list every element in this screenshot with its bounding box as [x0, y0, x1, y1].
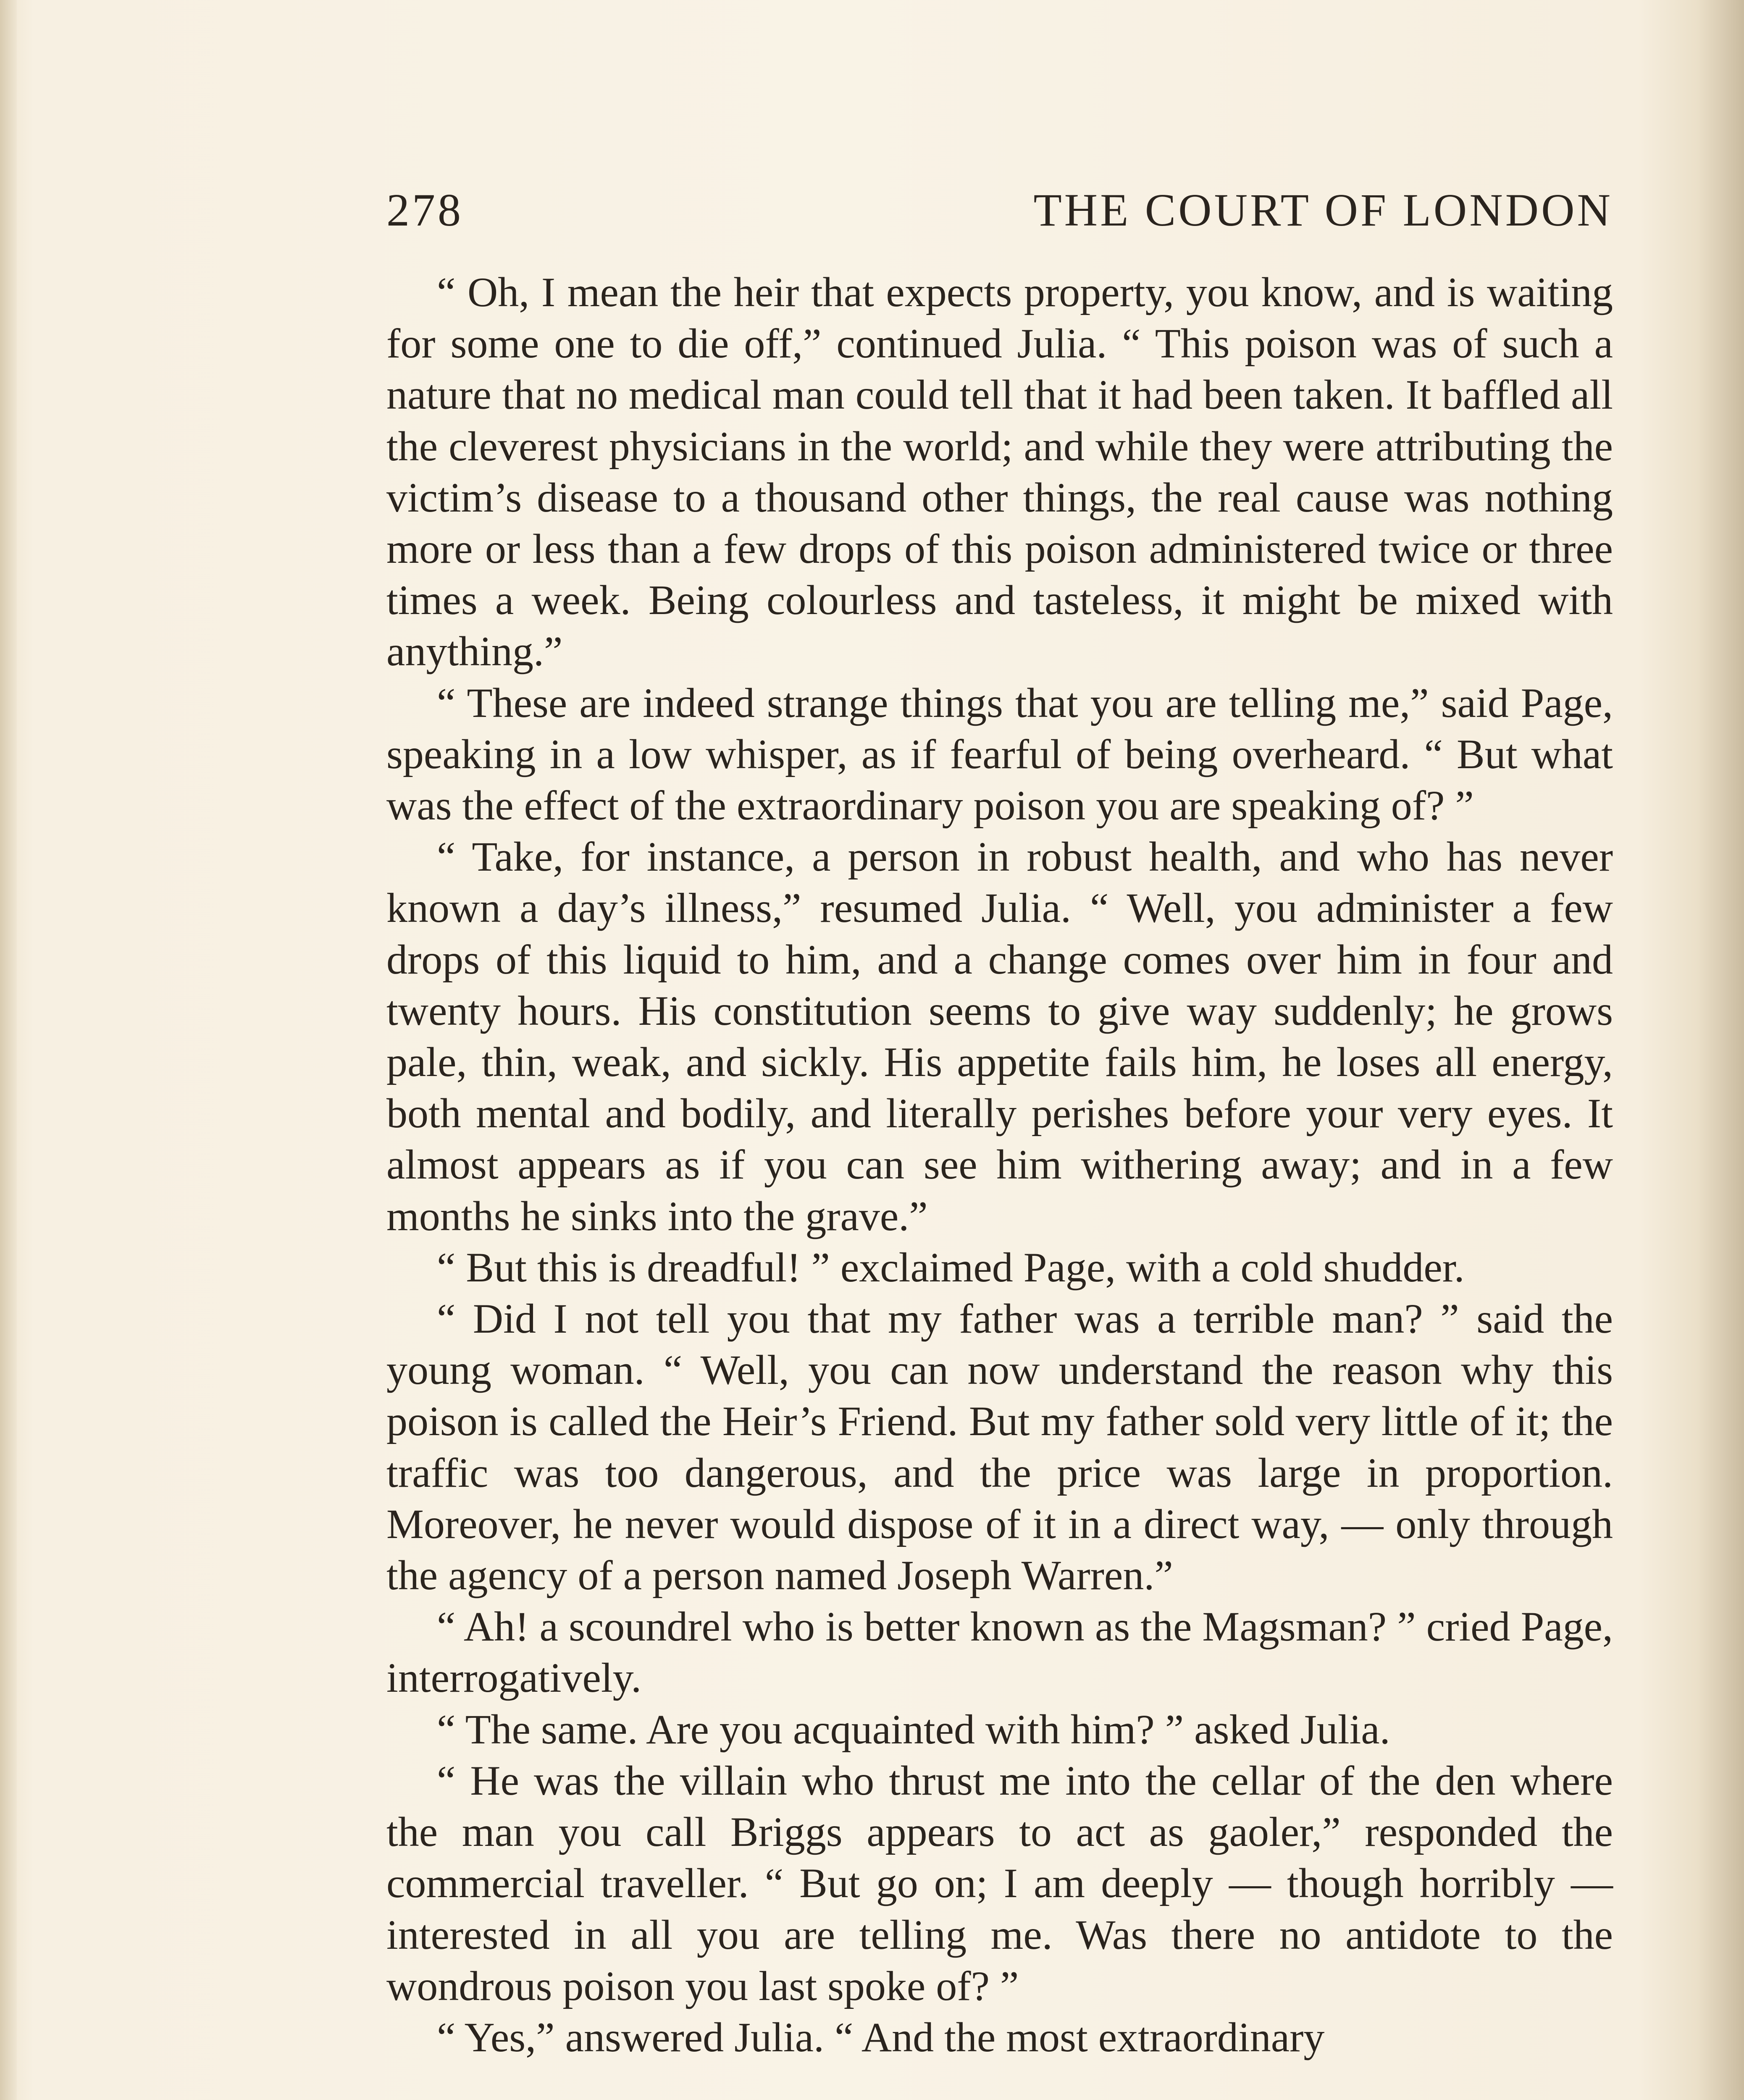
- page-gutter-edge: [0, 0, 17, 2100]
- paragraph: “ The same. Are you acquainted with him? ” asked Julia.: [437, 1706, 1390, 1753]
- body-text: [386, 267, 1613, 2063]
- paragraph: “ But this is dreadful! ” exclaimed Page, with a cold shudder.: [437, 1244, 1465, 1291]
- paragraph: “ Take, for instance, a person in robust health, and who has never known a day’s illness,” resumed Julia. “ Well, you administer a few drops of this liquid to him, and a change comes over him in four and twenty hours. His constitution seems to give way suddenly; he grows pale, thin, weak, and sickly. His appetite fails him, he loses all energy, both mental and bodily, and literally perishes before your very eyes. It almost appears as if you can see him withering away; and in a few months he sinks into the grave.”: [386, 833, 1613, 1239]
- paragraph: “ He was the villain who thrust me into the cellar of the den where the man you call Briggs appears to act as gaoler,” responded the commercial traveller. “ But go on; I am deeply — though horribly — interested in all you are telling me. Was there no antidote to the wondrous poison you last spoke of? ”: [386, 1757, 1613, 2009]
- running-title: THE COURT OF LONDON: [1033, 184, 1613, 236]
- page-number: 278: [386, 184, 463, 236]
- paragraph-last: “ Yes,” answered Julia. “ And the most extraordinary: [437, 2013, 1325, 2061]
- page-header: [386, 176, 1613, 244]
- paragraph: “ These are indeed strange things that you are telling me,” said Page, speaking in a low whisper, as if fearful of being overheard. “ But what was the effect of the extraordinary poison you are speaking of? ”: [386, 679, 1613, 829]
- paragraph: “ Did I not tell you that my father was a terrible man? ” said the young woman. “ Well, you can now understand the reason why this poison is called the Heir’s Friend. But my father sold very little of it; the traffic was too dangerous, and the price was large in proportion. Moreover, he never would dispose of it in a direct way, — only through the agency of a person named Joseph Warren.”: [386, 1295, 1613, 1599]
- paragraph: “ Oh, I mean the heir that expects property, you know, and is waiting for some one to die off,” continued Julia. “ This poison was of such a nature that no medical man could tell that it had been taken. It baffled all the cleverest physicians in the world; and while they were attributing the victim’s disease to a thousand other things, the real cause was nothing more or less than a few drops of this poison administered twice or three times a week. Being colourless and tasteless, it might be mixed with anything.”: [386, 269, 1613, 675]
- paragraph: “ Ah! a scoundrel who is better known as the Magsman? ” cried Page, interrogatively.: [386, 1603, 1613, 1701]
